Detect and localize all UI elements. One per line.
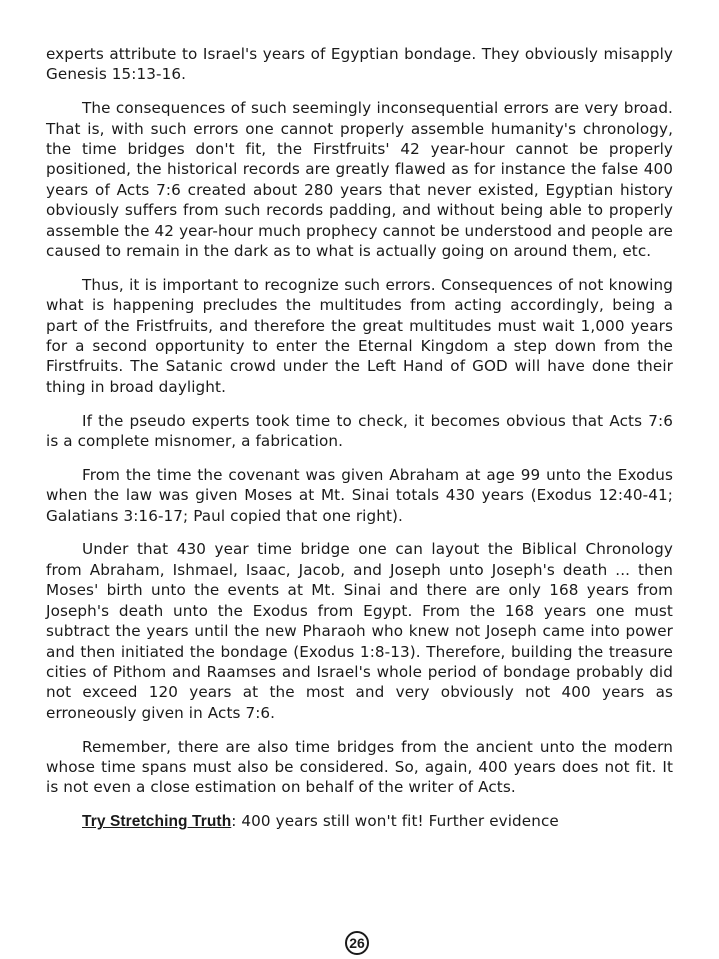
paragraph-recognize-errors: Thus, it is important to recognize such errors. Consequences of not knowing what is happening precludes the multitudes from acting accordingly, being a part of the Fristfruits, and therefore the great multitudes must wait 1,000 years for a second opportunity to enter the Eternal Kingdom a step down from the Firstfruits. The Satanic crowd under the Left Hand of GOD will have done their thing in broad daylight. xyxy=(46,275,673,396)
paragraph-consequences: The consequences of such seemingly inconsequential errors are very broad. That is, with such errors one cannot properly assemble humanity's chronology, the time bridges don't fit, the Firstfruits' 42 year-hour cannot be properly positioned, the historical records are greatly flawed as for instance the false 400 years of Acts 7:6 created about 280 years that never existed, Egyptian history obviously suffers from such records padding, and without being able to properly assemble the 42 year-hour much prophecy cannot be understood and people are caused to remain in the dark as to what is actually going on around them, etc. xyxy=(46,99,673,261)
section-label: Try Stretching Truth xyxy=(82,813,232,831)
paragraph-continuation: experts attribute to Israel's years of Egyptian bondage. They obviously misapply Genesis 15:13-16. xyxy=(46,45,673,84)
paragraph-pseudo-experts: If the pseudo experts took time to check, it becomes obvious that Acts 7:6 is a complete misnomer, a fabrication. xyxy=(46,411,673,451)
paragraph-covenant: From the time the covenant was given Abraham at age 99 unto the Exodus when the law was given Moses at Mt. Sinai totals 430 years (Exodus 12:40-41; Galatians 3:16-17; Paul copied that one right). xyxy=(46,465,673,525)
page-body xyxy=(46,44,673,846)
page-number: 26 xyxy=(345,931,369,955)
paragraph-remember: Remember, there are also time bridges from the ancient unto the modern whose time spans must also be considered. So, again, 400 years does not fit. It is not even a close estimation on behalf of the writer of Acts. xyxy=(46,737,673,797)
paragraph-closing xyxy=(46,811,673,832)
paragraph-time-bridge: Under that 430 year time bridge one can layout the Biblical Chronology from Abraham, Ishmael, Isaac, Jacob, and Joseph unto Joseph's death ... then Moses' birth unto the events at Mt. Sinai and there are only 168 years from Joseph's death unto the Exodus from Egypt. From the 168 years one must subtract the years until the new Pharaoh who knew not Joseph came into power and then initiated the bondage (Exodus 1:8-13). Therefore, building the treasure cities of Pithom and Raamses and Israel's whole period of bondage probably did not exceed 120 years at the most and very obviously not 400 years as erroneously given in Acts 7:6. xyxy=(46,540,673,722)
closing-text: : 400 years still won't fit! Further evidence xyxy=(231,812,559,831)
